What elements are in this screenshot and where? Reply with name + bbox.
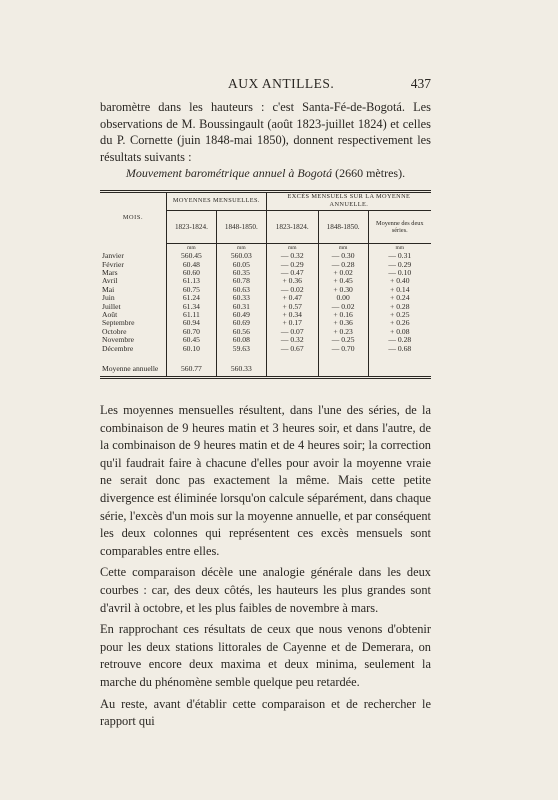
unit-label: mm <box>266 243 318 252</box>
running-header <box>100 76 431 94</box>
value-cell: + 0.08 <box>390 326 410 336</box>
value-cell: + 0.57 <box>266 303 318 311</box>
table-row <box>100 277 431 285</box>
value-cell: — 0.29 <box>388 259 412 269</box>
annual-mean-value: 560.33 <box>216 362 266 378</box>
value-cell: + 0.47 <box>266 294 318 302</box>
table-caption-altitude: (2660 mètres). <box>335 166 406 180</box>
value-cell: 60.35 <box>216 269 266 277</box>
value-cell: — 0.07 <box>266 328 318 336</box>
value-cell: 61.24 <box>166 294 216 302</box>
value-cell: 61.34 <box>166 303 216 311</box>
body-paragraph: Cette comparaison décèle une analogie générale dans les deux courbes : car, des deux côtés, les hauteurs les plus grandes sont d'avril à octobre, et les plus faibles de novembre à mars. <box>100 565 431 615</box>
value-cell: + 0.45 <box>318 277 368 285</box>
table-caption <box>100 166 431 181</box>
value-cell: — 0.02 <box>266 286 318 294</box>
value-cell: — 0.32 <box>266 336 318 344</box>
value-cell: + 0.02 <box>318 269 368 277</box>
month-name: Novembre <box>102 335 135 345</box>
annual-mean-value: 560.77 <box>166 362 216 378</box>
value-cell: 60.45 <box>166 336 216 344</box>
value-cell: 60.63 <box>216 286 266 294</box>
value-cell: + 0.16 <box>318 311 368 319</box>
unit-label: mm <box>166 243 216 252</box>
table-caption-title: Mouvement barométrique annuel à Bogotá <box>125 166 333 180</box>
month-name: Décembre <box>102 343 134 353</box>
value-cell: 60.31 <box>216 303 266 311</box>
unit-label: mm <box>318 243 368 252</box>
value-cell: 61.13 <box>166 277 216 285</box>
month-name: Octobre <box>102 326 127 336</box>
value-cell: 60.49 <box>216 311 266 319</box>
value-cell: — 0.47 <box>266 269 318 277</box>
value-cell: + 0.17 <box>266 319 318 327</box>
value-cell: 560.45 <box>166 252 216 260</box>
table-row <box>100 336 431 344</box>
value-cell: 60.70 <box>166 328 216 336</box>
body-paragraph: En rapprochant ces résultats de ceux que nous venons d'obtenir pour les deux stations littorales de Cayenne et de Demerara, on retrouve encore deux maxima et deux minima, seulement la marche du phénomène semble quelque peu retardée. <box>100 622 431 689</box>
value-cell: 60.94 <box>166 319 216 327</box>
value-cell: 560.03 <box>216 252 266 260</box>
month-label <box>100 345 166 353</box>
header-exces-mensuels: EXCÈS MENSUELS SUR LA MOYENNE ANNUELLE. <box>266 192 431 211</box>
value-cell: 60.10 <box>166 345 216 353</box>
header-mois: MOIS. <box>100 192 166 244</box>
table-row <box>100 311 431 319</box>
month-name: Juillet <box>102 301 121 311</box>
value-cell: 60.75 <box>166 286 216 294</box>
value-cell: + 0.26 <box>390 318 410 328</box>
month-name: Février <box>102 259 124 269</box>
month-name: Janvier <box>102 251 124 261</box>
subheader-moyenne-deux-series: Moyenne des deux séries. <box>368 210 431 243</box>
body-text <box>100 402 431 731</box>
table-spacer <box>100 353 431 362</box>
month-name: Septembre <box>102 318 135 328</box>
subheader-m-1848: 1848-1850. <box>216 210 266 243</box>
value-cell: + 0.28 <box>390 301 410 311</box>
value-cell: + 0.14 <box>390 284 410 294</box>
value-cell: + 0.34 <box>266 311 318 319</box>
table-row <box>100 294 431 302</box>
value-cell: — 0.67 <box>266 345 318 353</box>
value-cell: — 0.10 <box>388 268 412 278</box>
subheader-e-1848: 1848-1850. <box>318 210 368 243</box>
value-cell: 60.78 <box>216 277 266 285</box>
value-cell: — 0.31 <box>388 251 412 261</box>
table-body <box>100 243 431 377</box>
unit-label: mm <box>216 243 266 252</box>
value-cell: + 0.36 <box>318 319 368 327</box>
value-cell: — 0.28 <box>388 335 412 345</box>
value-cell: 60.05 <box>216 261 266 269</box>
month-name: Août <box>102 310 118 320</box>
value-cell: + 0.24 <box>390 293 410 303</box>
month-name: Juin <box>102 293 115 303</box>
table-row <box>100 303 431 311</box>
table-row <box>100 286 431 294</box>
annual-mean-label: Moyenne annuelle <box>100 362 166 378</box>
value-cell: 0.00 <box>318 294 368 302</box>
value-cell: — 0.02 <box>318 303 368 311</box>
value-cell: — 0.29 <box>266 261 318 269</box>
value-cell: + 0.23 <box>318 328 368 336</box>
body-paragraph: Au reste, avant d'établir cette comparaison et de rechercher le rapport qui <box>100 696 431 729</box>
month-name: Avril <box>102 276 118 286</box>
intro-paragraph: baromètre dans les hauteurs : c'est Santa-Fé-de-Bogotá. Les observations de M. Boussingault (août 1823-juillet 1824) et celles du P. Cornette (juin 1848-mai 1850), donnent respectivement les résultats suivants : <box>100 100 431 164</box>
value-cell: 60.08 <box>216 336 266 344</box>
table-row <box>100 261 431 269</box>
page-number: 437 <box>410 76 431 91</box>
body-paragraph: Les moyennes mensuelles résultent, dans l'une des séries, de la combinaison de 9 heures matin et 3 heures soir, et dans l'autre, de la combinaison de 9 heures matin et de 4 heures soir; la correction qu'il faudrait faire à chacune d'elles pour avoir la moyenne vraie ne serait donc pas exactement la même. Mais cette petite divergence est éliminée lorsqu'on calcule séparément, dans chaque série, l'excès d'un mois sur la moyenne annuelle, et par conséquent les deux colonnes qui représentent ces excès mensuels sont comparables entre elles. <box>100 403 431 558</box>
annual-mean-row <box>100 362 431 378</box>
value-cell: + 0.36 <box>266 277 318 285</box>
value-cell: — 0.25 <box>318 336 368 344</box>
barometric-table <box>100 190 431 379</box>
value-cell: — 0.28 <box>318 261 368 269</box>
month-name: Mars <box>102 268 118 278</box>
value-cell: + 0.25 <box>390 310 410 320</box>
month-name: Mai <box>102 284 115 294</box>
value-cell: — 0.30 <box>318 252 368 260</box>
table-row <box>100 328 431 336</box>
value-cell: 60.33 <box>216 294 266 302</box>
running-title: AUX ANTILLES. <box>228 76 335 91</box>
table-row <box>100 319 431 327</box>
subheader-e-1823: 1823-1824. <box>266 210 318 243</box>
value-cell: 60.48 <box>166 261 216 269</box>
table-row <box>100 345 431 353</box>
value-cell: 60.56 <box>216 328 266 336</box>
value-cell: 60.69 <box>216 319 266 327</box>
value-cell: 59.63 <box>216 345 266 353</box>
value-cell: — 0.70 <box>318 345 368 353</box>
value-cell: 60.60 <box>166 269 216 277</box>
table-row <box>100 269 431 277</box>
header-moyennes-mensuelles: MOYENNES MENSUELLES. <box>166 192 266 211</box>
unit-label: mm <box>395 244 405 251</box>
subheader-m-1823: 1823-1824. <box>166 210 216 243</box>
value-cell: + 0.40 <box>390 276 410 286</box>
table-row <box>100 252 431 260</box>
value-cell: 61.11 <box>166 311 216 319</box>
value-cell: — 0.68 <box>388 343 412 353</box>
value-cell: + 0.30 <box>318 286 368 294</box>
value-cell: — 0.32 <box>266 252 318 260</box>
